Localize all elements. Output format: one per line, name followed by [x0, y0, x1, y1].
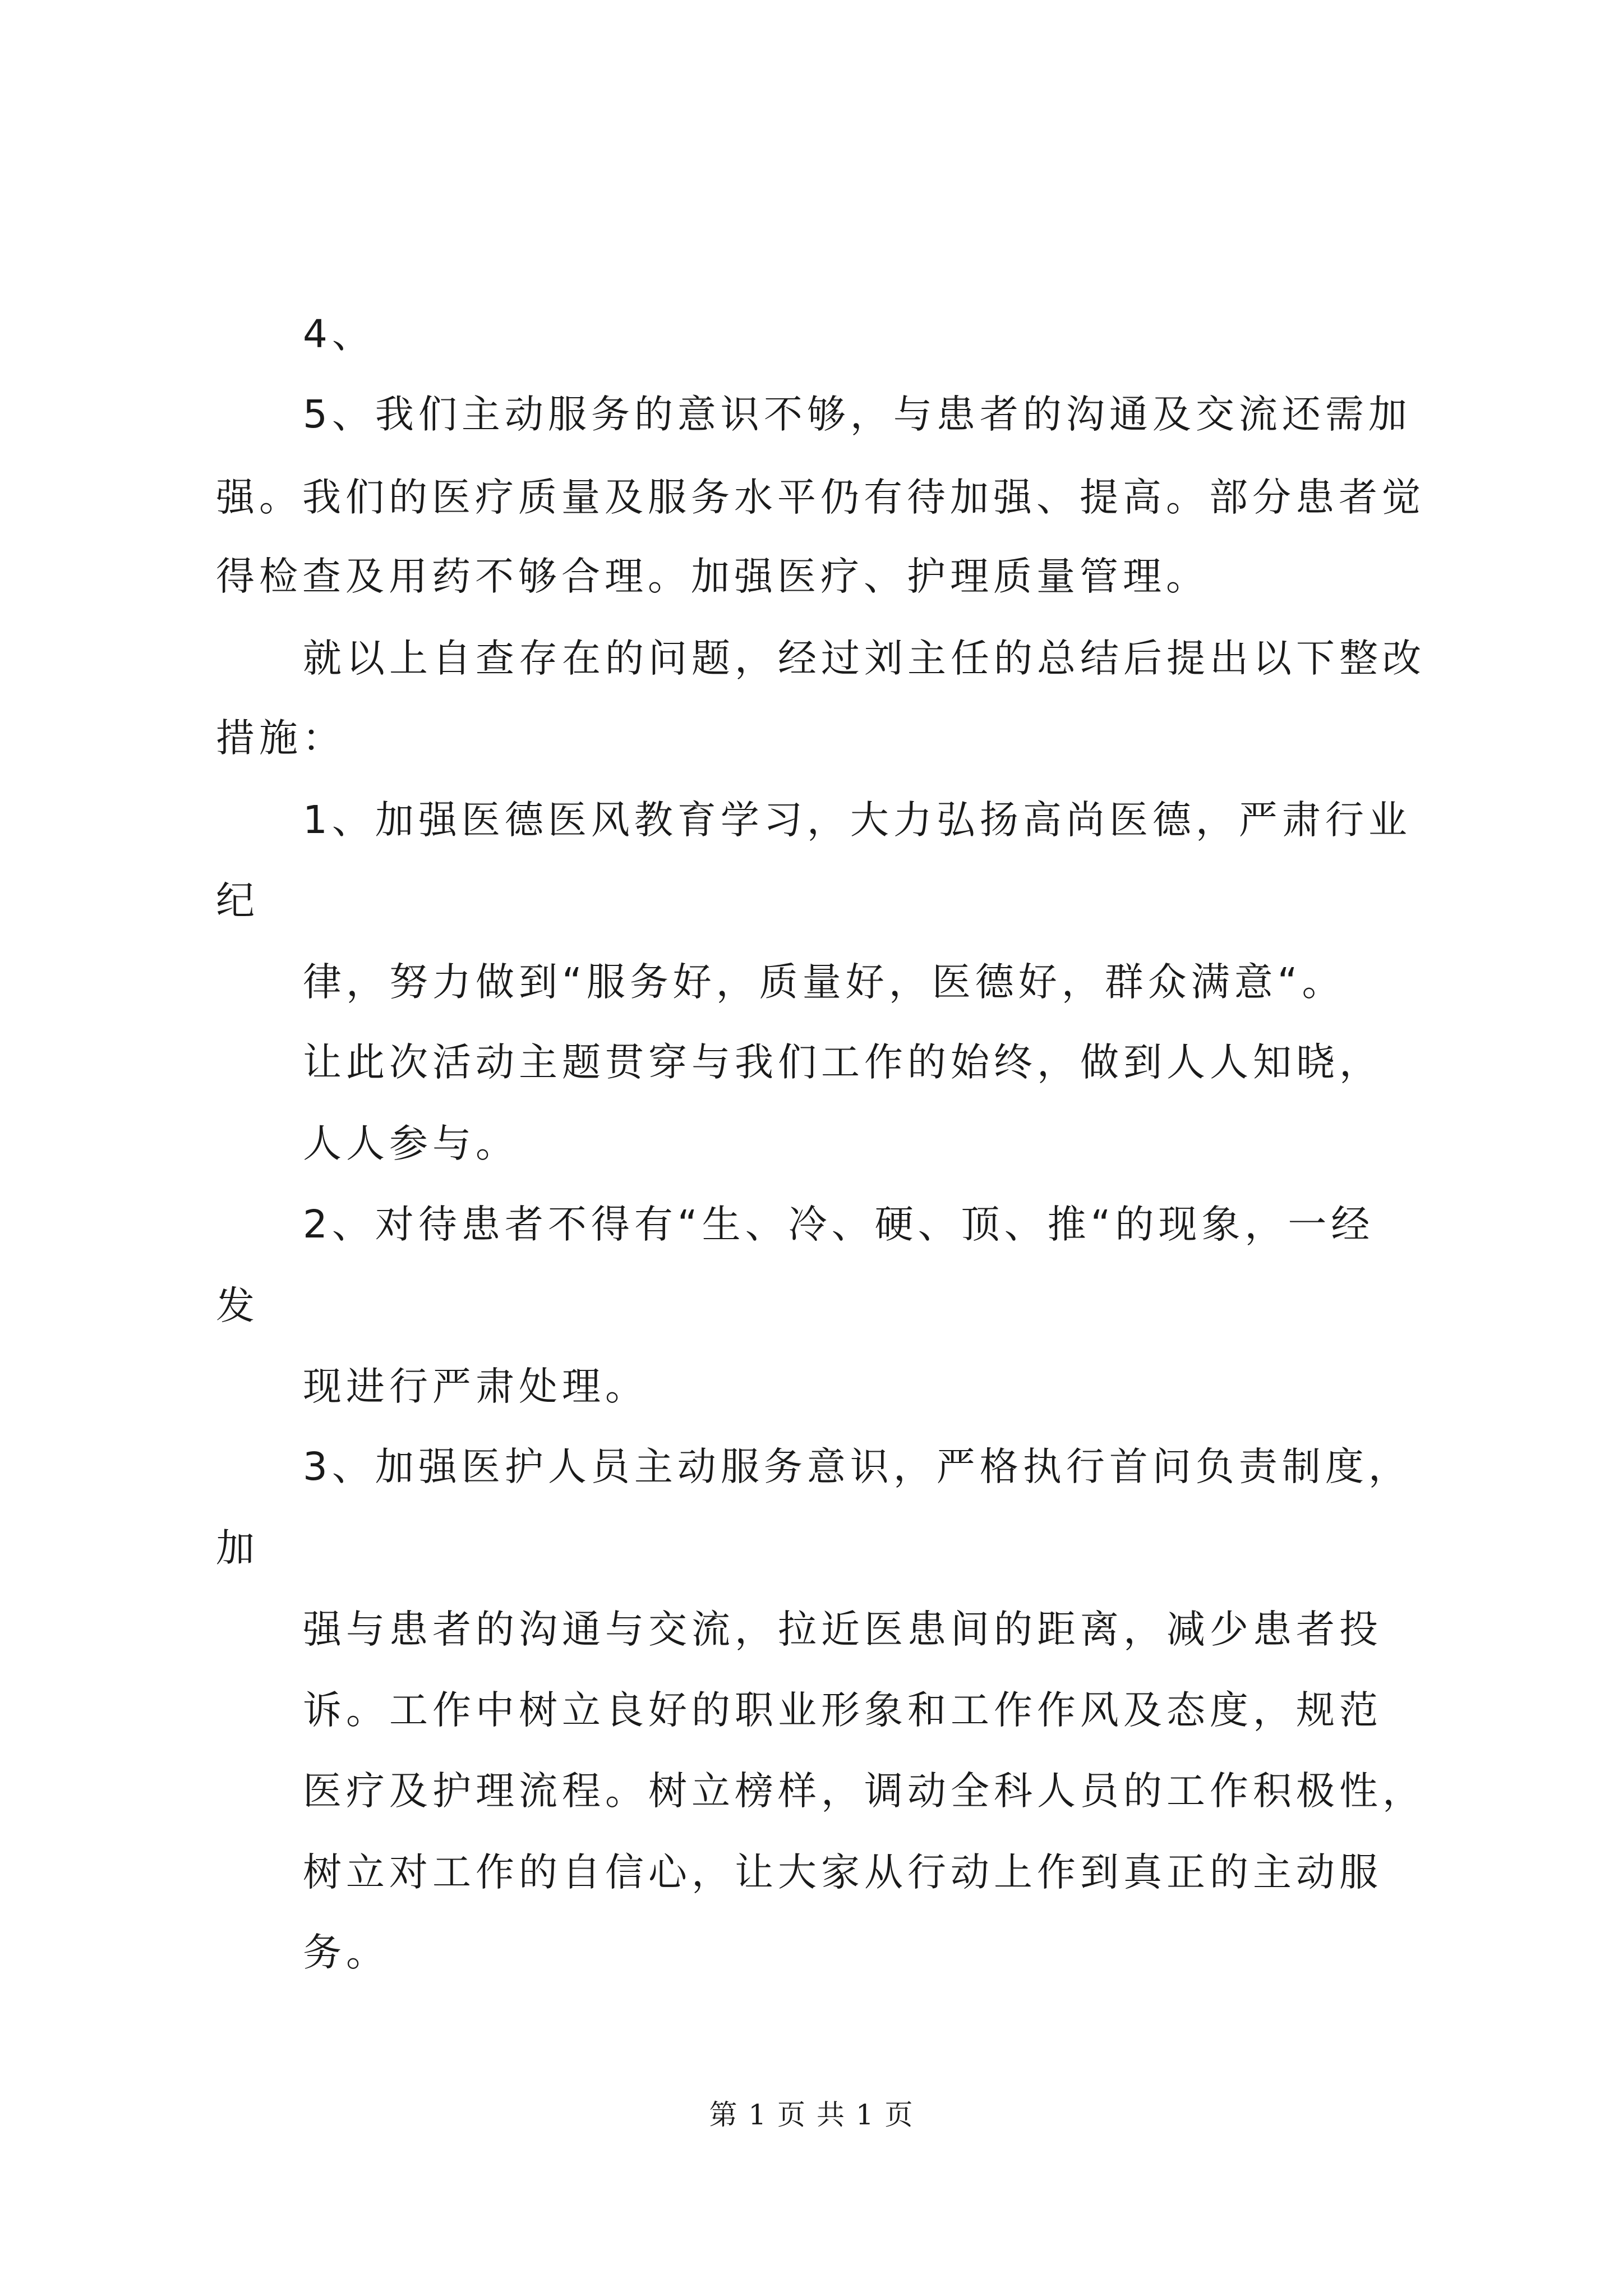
text-line-16: 加: [216, 1526, 259, 1571]
text-line-2: 5、我们主动服务的意识不够，与患者的沟通及交流还需加: [303, 392, 1412, 437]
text-line-15: 3、加强医护人员主动服务意识，严格执行首问负责制度，: [303, 1444, 1412, 1489]
text-line-12: 2、对待患者不得有“生、冷、硬、顶、推“的现象，一经: [303, 1202, 1375, 1247]
text-line-7: 1、加强医德医风教育学习，大力弘扬高尚医德，严肃行业: [303, 798, 1412, 843]
text-line-19: 医疗及护理流程。树立榜样，调动全科人员的工作积极性，: [303, 1769, 1426, 1814]
text-line-8: 纪: [216, 878, 259, 923]
text-line-4: 得检查及用药不够合理。加强医疗、护理质量管理。: [216, 554, 1209, 599]
text-line-3: 强。我们的医疗质量及服务水平仍有待加强、提高。部分患者觉: [216, 475, 1425, 520]
text-line-1: 4、: [303, 312, 375, 357]
text-line-20: 树立对工作的自信心，让大家从行动上作到真正的主动服: [303, 1850, 1382, 1895]
text-line-9: 律，努力做到“服务好，质量好，医德好，群众满意“。: [303, 960, 1345, 1005]
text-line-11: 人人参与。: [303, 1121, 519, 1166]
text-line-21: 务。: [303, 1930, 389, 1975]
text-line-17: 强与患者的沟通与交流，拉近医患间的距离，减少患者投: [303, 1607, 1382, 1652]
page-footer: 第 1 页 共 1 页: [709, 2099, 914, 2131]
text-line-10: 让此次活动主题贯穿与我们工作的始终，做到人人知晓，: [303, 1040, 1382, 1085]
text-line-18: 诉。工作中树立良好的职业形象和工作作风及态度，规范: [303, 1688, 1382, 1733]
text-line-14: 现进行严肃处理。: [303, 1364, 648, 1409]
text-line-5: 就以上自查存在的问题，经过刘主任的总结后提出以下整改: [303, 636, 1426, 681]
text-line-13: 发: [216, 1283, 259, 1328]
text-line-6: 措施：: [216, 716, 345, 761]
